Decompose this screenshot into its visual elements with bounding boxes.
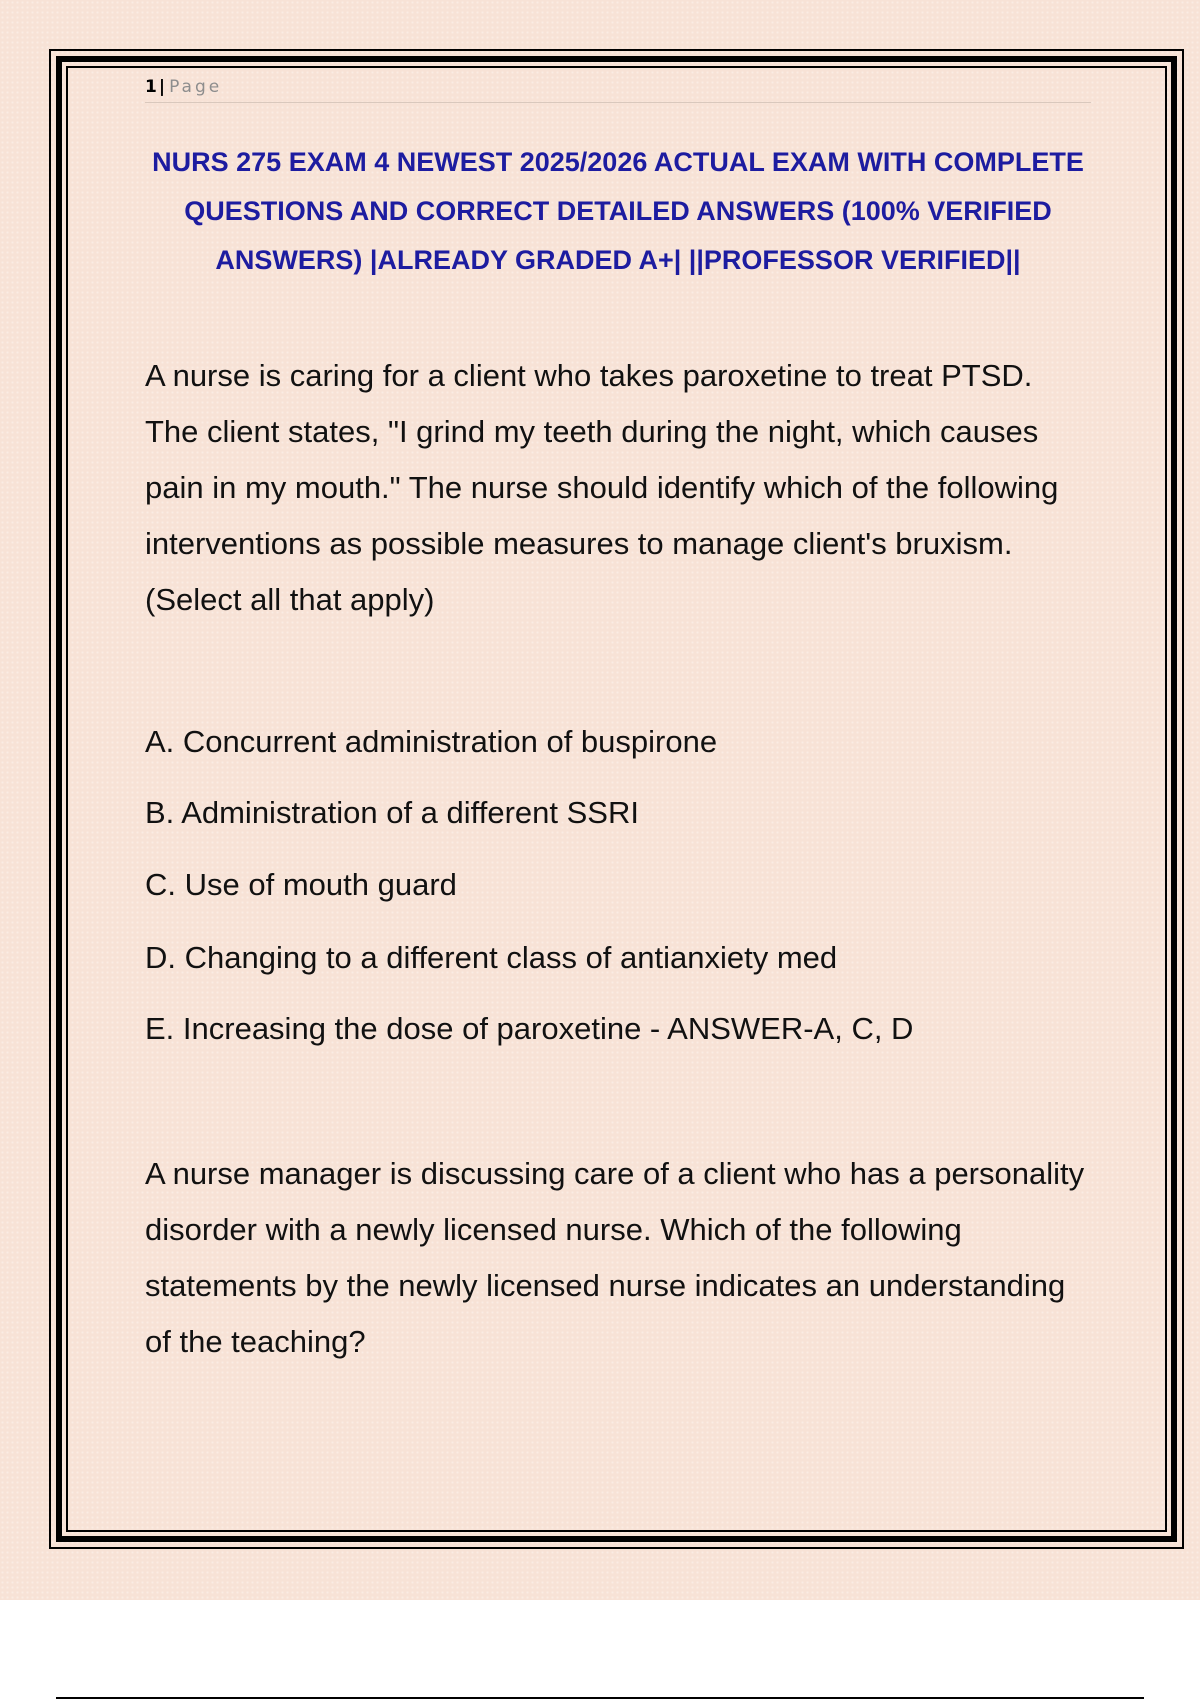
question-1-option-e-with-answer: E. Increasing the dose of paroxetine - ANSWER-A, C, D	[145, 1011, 914, 1046]
question-1-text: A nurse is caring for a client who takes paroxetine to treat PTSD. The client states, "I grind my teeth during the night, which causes pain in my mouth." The nurse should identify which of the following interventions as possible measures to manage client's bruxism. (Select all that apply)	[145, 358, 1059, 617]
page-header	[145, 74, 1091, 103]
question-1-option-b: B. Administration of a different SSRI	[145, 795, 639, 830]
question-2-text: A nurse manager is discussing care of a client who has a personality disorder with a newly licensed nurse. Which of the following statements by the newly licensed nurse indicates an understanding of the teaching?	[145, 1156, 1085, 1359]
page-number: 1	[145, 77, 157, 97]
page-separator: |	[158, 77, 166, 97]
next-page-rule	[56, 1697, 1144, 1699]
question-1-option-c: C. Use of mouth guard	[145, 867, 457, 902]
question-1-option-a: A. Concurrent administration of buspirone	[145, 724, 718, 759]
document-title: NURS 275 EXAM 4 NEWEST 2025/2026 ACTUAL EXAM WITH COMPLETE QUESTIONS AND CORRECT DETAILED ANSWERS (100% VERIFIED ANSWERS) |ALREADY GRADED A+| ||PROFESSOR VERIFIED||	[152, 147, 1084, 275]
question-1-option-d: D. Changing to a different class of antianxiety med	[145, 940, 838, 975]
page-label: Page	[169, 77, 223, 97]
